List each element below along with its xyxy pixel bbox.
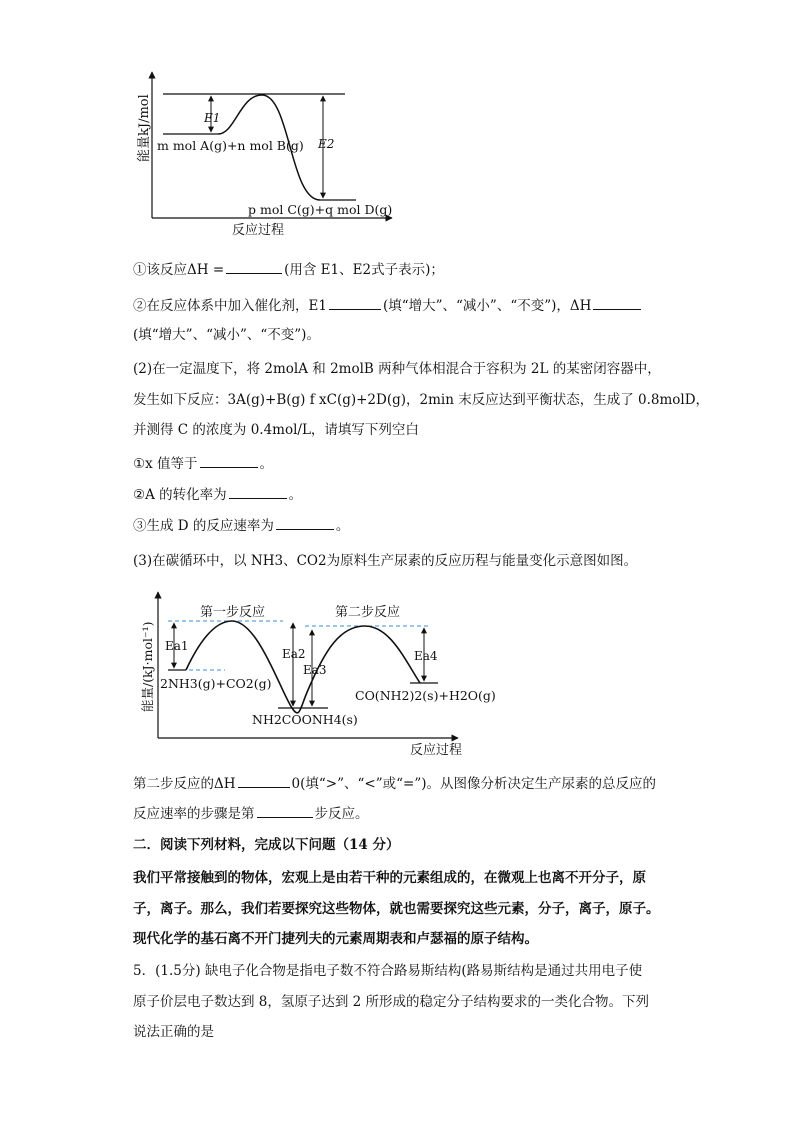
- intermediate-label: NH2COONH4(s): [252, 712, 358, 727]
- product-label: CO(NH2)2(s)+H2O(g): [355, 688, 496, 703]
- answer-blank-dh-step2[interactable]: [238, 774, 290, 788]
- q1-line-b: ②在反应体系中加入催化剂，E1 (填“增大”、“减小”、“不变”)，ΔH: [133, 296, 643, 315]
- section2-para-2: 子，离子。那么，我们若要探究这些物体，就也需要探究这些元素，分子，离子，原子。: [133, 901, 660, 917]
- q5-line-1: 5．(1.5分) 缺电子化合物是指电子数不符合路易斯结构(路易斯结构是通过共用电子使: [133, 963, 643, 979]
- e1-label: E1: [204, 111, 221, 125]
- y-axis-label: 能量/(kJ·mol⁻¹): [140, 621, 155, 712]
- x-axis-label: 反应过程: [410, 743, 463, 758]
- answer-blank-step[interactable]: [257, 804, 313, 818]
- ea4-label: Ea4: [414, 649, 438, 663]
- energy-diagram-1: [0, 0, 794, 250]
- x-axis-label: 反应过程: [232, 223, 285, 238]
- product-label: p mol C(g)+q mol D(g): [248, 202, 393, 217]
- answer-blank-dh[interactable]: [226, 260, 282, 274]
- q5-line-2: 原子价层电子数达到 8，氢原子达到 2 所形成的稳定分子结构要求的一类化合物。下列: [133, 994, 650, 1010]
- ea1-label: Ea1: [165, 639, 189, 653]
- answer-blank-rate[interactable]: [276, 516, 334, 530]
- q2-item-2: ②A 的转化率为 。: [133, 487, 303, 503]
- q2-item-3: ③生成 D 的反应速率为 。: [133, 518, 350, 534]
- q5-line-3: 说法正确的是: [133, 1024, 214, 1040]
- step2-label: 第二步反应: [335, 605, 401, 620]
- y-axis-label: 能量kJ/mol: [137, 94, 152, 162]
- answer-blank-x[interactable]: [200, 454, 258, 468]
- q3b-line-1: 第二步反应的ΔH 0(填“>”、“<”或“=”)。从图像分析决定生产尿素的总反应的: [133, 776, 656, 792]
- q2-line-3: 并测得 C 的浓度为 0.4mol/L，请填写下列空白: [133, 422, 419, 438]
- energy-diagram-2: [0, 580, 794, 780]
- q1-line-c: (填“增大”、“减小”、“不变”)。: [133, 327, 320, 343]
- q2-line-2: 发生如下反应：3A(g)+B(g) f xC(g)+2D(g)，2min 末反应达到平衡状态，生成了 0.8molD，: [133, 392, 710, 408]
- reactant-label: m mol A(g)+n mol B(g): [157, 138, 304, 153]
- section2-para-1: 我们平常接触到的物体，宏观上是由若干种的元素组成的，在微观上也离不开分子，原: [133, 870, 646, 886]
- q3-intro: (3)在碳循环中，以 NH3、CO2为原料生产尿素的反应历程与能量变化示意图如图。: [133, 553, 638, 569]
- answer-blank-dh-catalyst[interactable]: [593, 296, 641, 310]
- step1-label: 第一步反应: [200, 605, 266, 620]
- ea3-label: Ea3: [303, 663, 327, 677]
- q1-line-a: ①该反应ΔH = (用含 E1、E2式子表示)；: [133, 262, 444, 278]
- q2-line-1: (2)在一定温度下，将 2molA 和 2molB 两种气体相混合于容积为 2L 的某密闭容器中，: [133, 361, 661, 377]
- q2-item-1: ①x 值等于 。: [133, 456, 274, 472]
- section2-para-3: 现代化学的基石离不开门捷列夫的元素周期表和卢瑟福的原子结构。: [133, 931, 538, 947]
- answer-blank-conversion[interactable]: [229, 485, 287, 499]
- ea2-label: Ea2: [282, 647, 306, 661]
- section2-heading: 二．阅读下列材料，完成以下问题（14 分）: [133, 837, 400, 853]
- q3b-line-2: 反应速率的步骤是第 步反应。: [133, 806, 369, 822]
- answer-blank-e1[interactable]: [329, 296, 381, 310]
- e2-label: E2: [318, 137, 335, 151]
- reactant-label: 2NH3(g)+CO2(g): [160, 676, 272, 691]
